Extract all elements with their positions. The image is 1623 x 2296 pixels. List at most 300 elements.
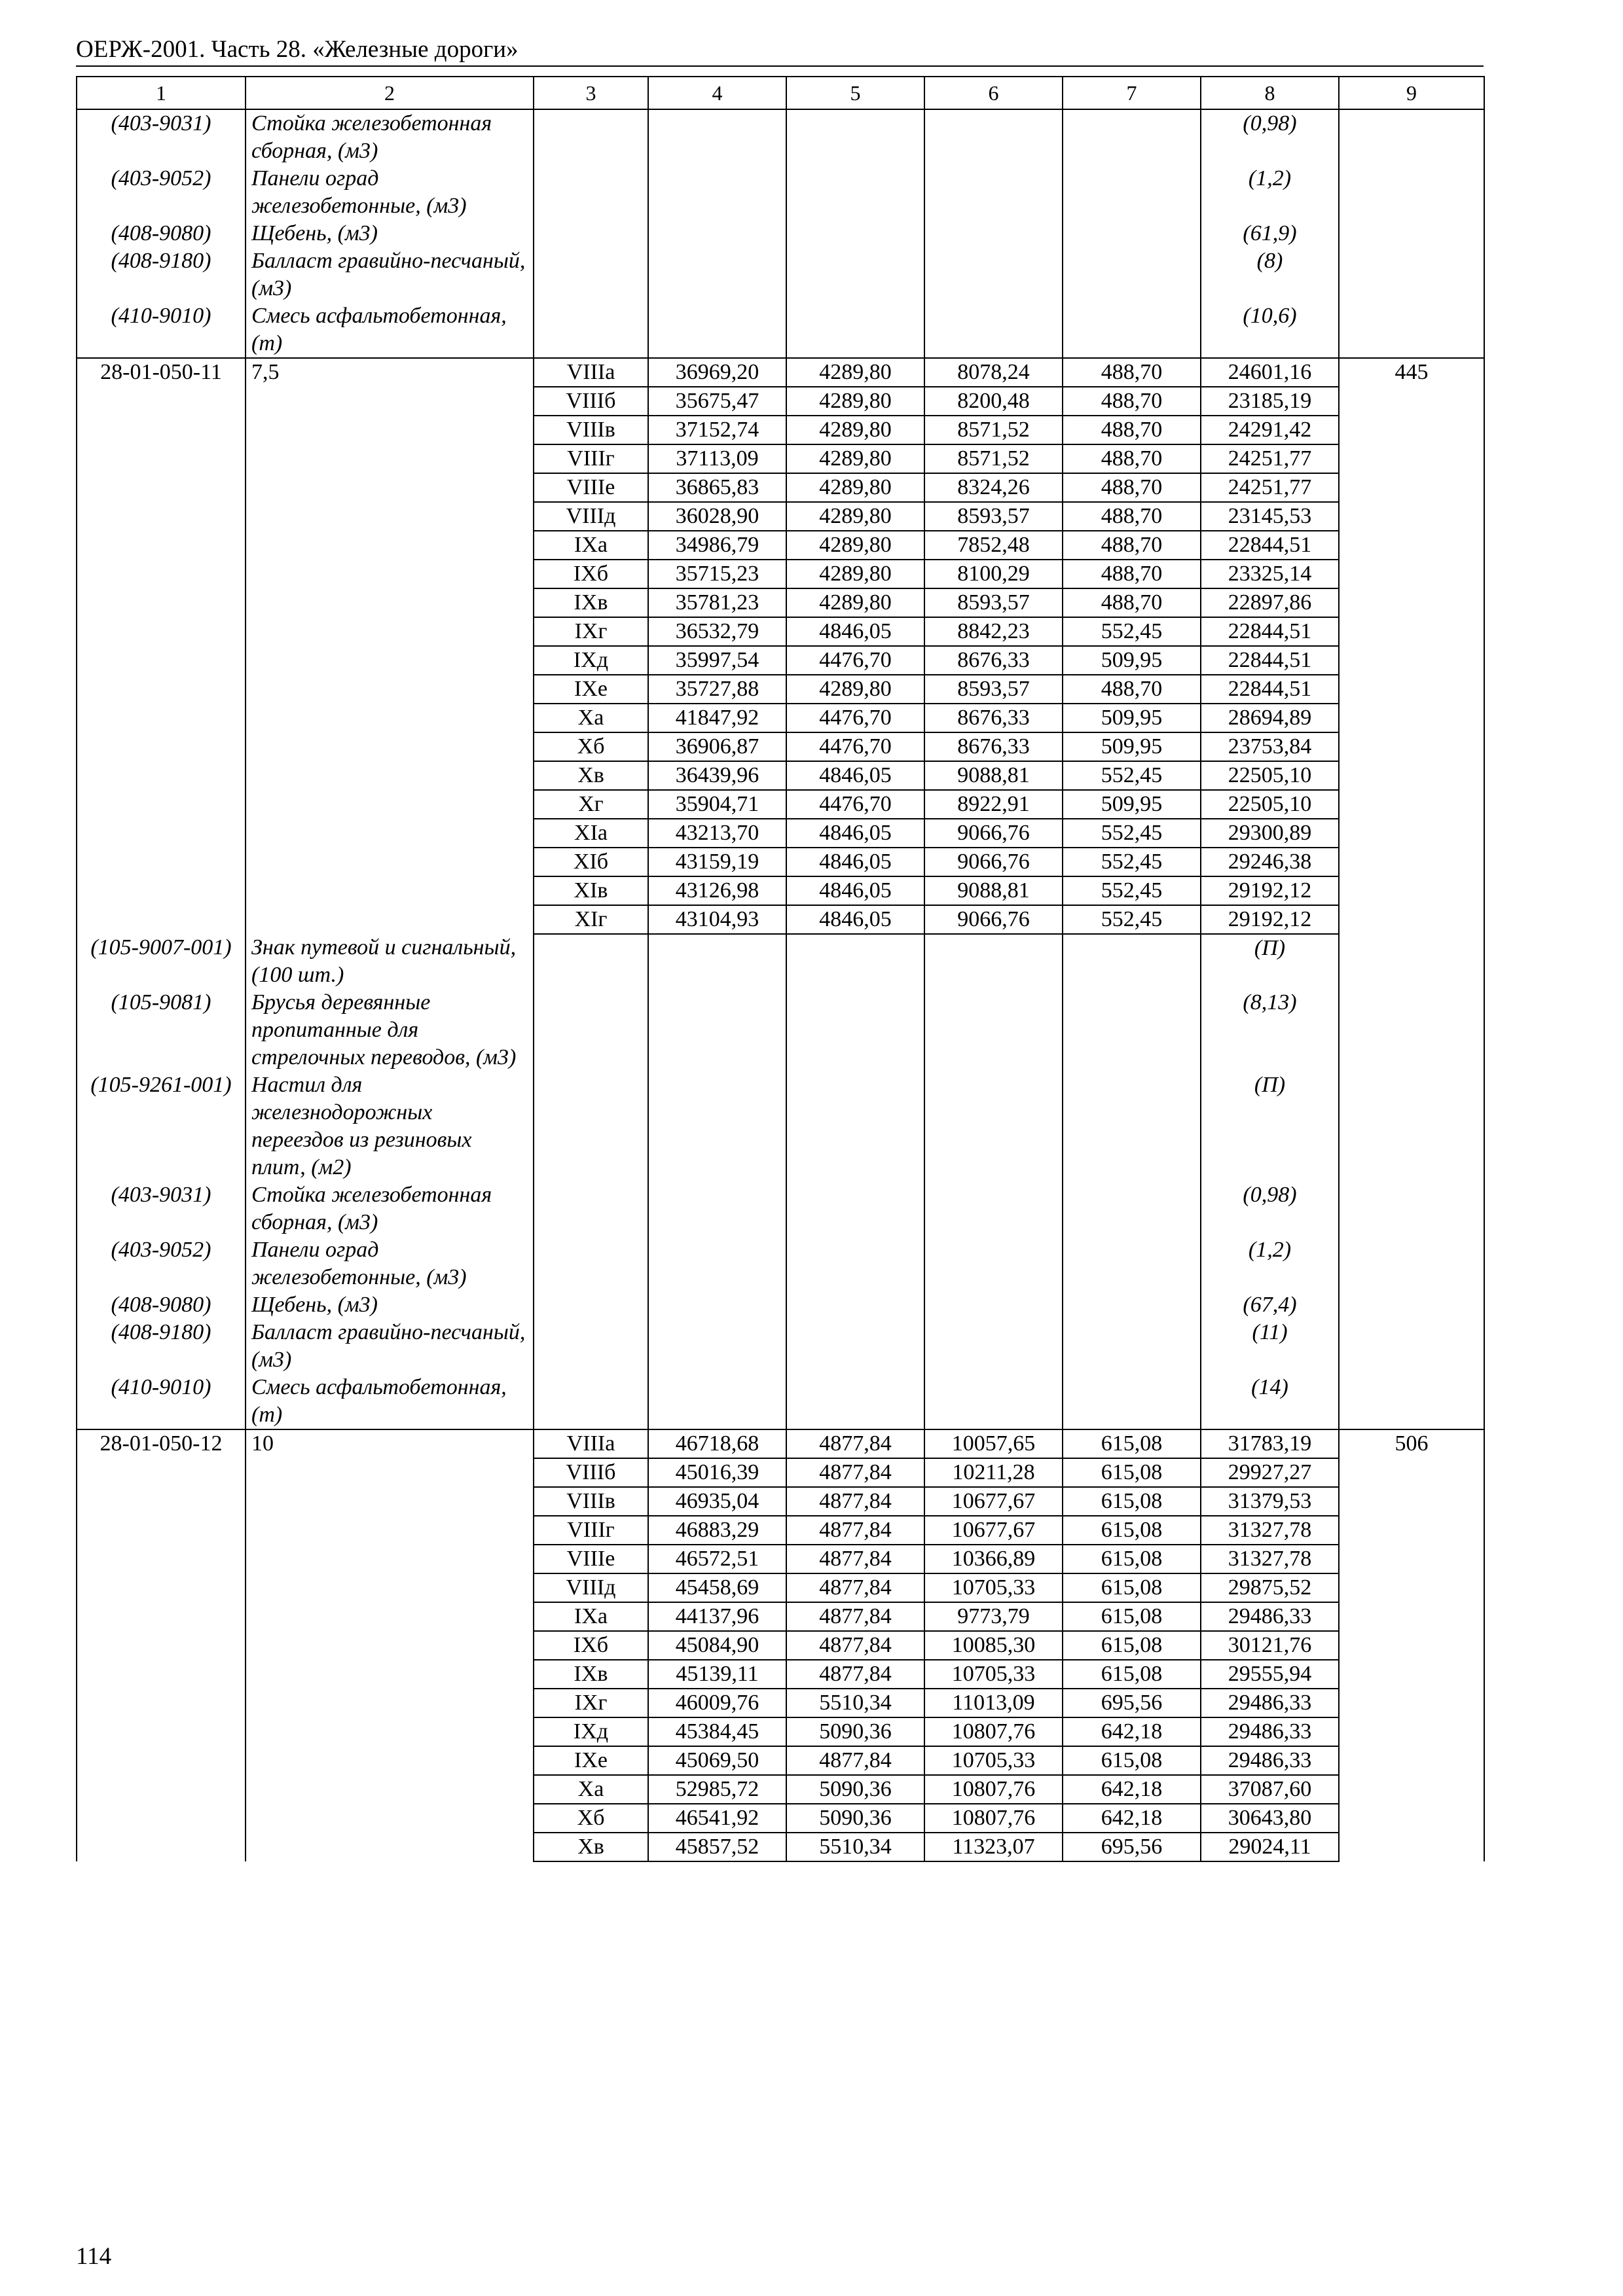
zone-code: IXе — [534, 675, 648, 704]
price-value: 43126,98 — [648, 876, 786, 905]
zone-code: VIIIг — [534, 1516, 648, 1545]
price-value: 615,08 — [1063, 1746, 1201, 1775]
resource-code: (105-9007-001) — [77, 934, 246, 989]
price-value: 35675,47 — [648, 387, 786, 416]
price-value: 4289,80 — [786, 560, 924, 588]
resource-name: Балласт гравийно-песчаный, (м3) — [246, 1319, 534, 1374]
price-value: 44137,96 — [648, 1602, 786, 1631]
resource-quantity: (61,9) — [1201, 220, 1339, 247]
zone-code: Xг — [534, 790, 648, 819]
price-value: 4846,05 — [786, 905, 924, 934]
empty-cell — [924, 109, 1063, 165]
empty-cell — [786, 1374, 924, 1429]
price-value: 4877,84 — [786, 1545, 924, 1573]
zone-code: IXв — [534, 588, 648, 617]
price-value: 23325,14 — [1201, 560, 1339, 588]
price-value: 10807,76 — [924, 1775, 1063, 1804]
price-value: 31327,78 — [1201, 1516, 1339, 1545]
price-value: 4289,80 — [786, 675, 924, 704]
column-number: 9 — [1339, 77, 1484, 109]
page-number: 114 — [76, 2243, 112, 2270]
price-value: 29192,12 — [1201, 876, 1339, 905]
resource-quantity: (П) — [1201, 1071, 1339, 1181]
price-value: 8593,57 — [924, 502, 1063, 531]
price-value: 9773,79 — [924, 1602, 1063, 1631]
price-value: 35904,71 — [648, 790, 786, 819]
price-value: 11323,07 — [924, 1833, 1063, 1861]
price-value: 4476,70 — [786, 790, 924, 819]
price-value: 37113,09 — [648, 444, 786, 473]
column-number: 2 — [246, 77, 534, 109]
price-value: 7852,48 — [924, 531, 1063, 560]
empty-cell — [534, 247, 648, 302]
price-value: 9088,81 — [924, 876, 1063, 905]
zone-code: VIIIд — [534, 502, 648, 531]
zone-code: IXе — [534, 1746, 648, 1775]
empty-cell — [534, 1181, 648, 1236]
column-number: 8 — [1201, 77, 1339, 109]
price-value: 4846,05 — [786, 617, 924, 646]
price-value: 45857,52 — [648, 1833, 786, 1861]
empty-cell — [534, 220, 648, 247]
resource-name: Щебень, (м3) — [246, 220, 534, 247]
empty-cell — [648, 1071, 786, 1181]
price-value: 5510,34 — [786, 1689, 924, 1717]
empty-cell — [1063, 220, 1201, 247]
resource-quantity: (8) — [1201, 247, 1339, 302]
empty-cell — [786, 302, 924, 358]
price-value: 488,70 — [1063, 473, 1201, 502]
price-value: 30643,80 — [1201, 1804, 1339, 1833]
empty-cell — [924, 165, 1063, 220]
price-value: 552,45 — [1063, 848, 1201, 876]
empty-cell — [534, 1071, 648, 1181]
zone-code: Xв — [534, 761, 648, 790]
price-value: 4289,80 — [786, 444, 924, 473]
price-value: 23145,53 — [1201, 502, 1339, 531]
empty-cell — [924, 1071, 1063, 1181]
price-value: 23753,84 — [1201, 732, 1339, 761]
empty-cell — [924, 934, 1063, 989]
price-value: 4846,05 — [786, 876, 924, 905]
price-value: 8842,23 — [924, 617, 1063, 646]
empty-cell — [1063, 1374, 1201, 1429]
price-value: 615,08 — [1063, 1660, 1201, 1689]
price-value: 24291,42 — [1201, 416, 1339, 444]
price-value: 29486,33 — [1201, 1602, 1339, 1631]
zone-code: VIIIб — [534, 1458, 648, 1487]
price-value: 11013,09 — [924, 1689, 1063, 1717]
empty-cell — [786, 1319, 924, 1374]
empty-cell — [534, 165, 648, 220]
price-value: 10085,30 — [924, 1631, 1063, 1660]
price-value: 29300,89 — [1201, 819, 1339, 848]
empty-cell — [1063, 1291, 1201, 1319]
zone-code: IXг — [534, 617, 648, 646]
empty-cell — [1063, 247, 1201, 302]
column-number: 4 — [648, 77, 786, 109]
price-value: 22505,10 — [1201, 761, 1339, 790]
material-row — [77, 247, 1484, 302]
item-code: 28-01-050-12 — [77, 1429, 246, 1861]
price-value: 43104,93 — [648, 905, 786, 934]
item-code: 28-01-050-11 — [77, 358, 246, 934]
price-row — [77, 358, 1484, 387]
empty-cell — [1063, 989, 1201, 1071]
empty-cell — [534, 109, 648, 165]
resource-name: Смесь асфальтобетонная, (т) — [246, 302, 534, 358]
price-value: 24601,16 — [1201, 358, 1339, 387]
resource-code: (403-9031) — [77, 109, 246, 165]
price-value: 5510,34 — [786, 1833, 924, 1861]
material-row — [77, 934, 1484, 989]
empty-cell — [648, 165, 786, 220]
price-value: 8593,57 — [924, 588, 1063, 617]
zone-code: IXв — [534, 1660, 648, 1689]
price-value: 29486,33 — [1201, 1717, 1339, 1746]
price-value: 8078,24 — [924, 358, 1063, 387]
empty-cell — [648, 1236, 786, 1291]
price-value: 552,45 — [1063, 905, 1201, 934]
price-value: 24251,77 — [1201, 444, 1339, 473]
price-value: 29192,12 — [1201, 905, 1339, 934]
empty-cell — [648, 220, 786, 247]
price-value: 46009,76 — [648, 1689, 786, 1717]
price-value: 8324,26 — [924, 473, 1063, 502]
empty-cell — [648, 1291, 786, 1319]
price-row — [77, 1429, 1484, 1458]
empty-cell — [1063, 1071, 1201, 1181]
price-value: 46572,51 — [648, 1545, 786, 1573]
resource-name: Смесь асфальтобетонная, (т) — [246, 1374, 534, 1429]
price-value: 10677,67 — [924, 1487, 1063, 1516]
price-value: 36532,79 — [648, 617, 786, 646]
price-value: 615,08 — [1063, 1429, 1201, 1458]
empty-cell — [786, 934, 924, 989]
price-value: 10677,67 — [924, 1516, 1063, 1545]
price-value: 8593,57 — [924, 675, 1063, 704]
price-value: 31327,78 — [1201, 1545, 1339, 1573]
price-value: 9066,76 — [924, 905, 1063, 934]
price-value: 22505,10 — [1201, 790, 1339, 819]
zone-code: VIIIб — [534, 387, 648, 416]
price-value: 30121,76 — [1201, 1631, 1339, 1660]
price-value: 4877,84 — [786, 1487, 924, 1516]
resource-code: (408-9080) — [77, 1291, 246, 1319]
empty-cell — [786, 247, 924, 302]
resource-quantity: (1,2) — [1201, 165, 1339, 220]
price-value: 37152,74 — [648, 416, 786, 444]
resource-quantity: (0,98) — [1201, 109, 1339, 165]
price-value: 4846,05 — [786, 819, 924, 848]
material-row — [77, 1236, 1484, 1291]
price-value: 46883,29 — [648, 1516, 786, 1545]
empty-cell — [534, 1236, 648, 1291]
column-number: 7 — [1063, 77, 1201, 109]
price-value: 4289,80 — [786, 588, 924, 617]
empty-cell — [786, 220, 924, 247]
zone-code: IXа — [534, 531, 648, 560]
empty-cell — [648, 1319, 786, 1374]
price-value: 22897,86 — [1201, 588, 1339, 617]
zone-code: VIIIв — [534, 416, 648, 444]
price-value: 45384,45 — [648, 1717, 786, 1746]
resource-code: (403-9052) — [77, 1236, 246, 1291]
price-value: 488,70 — [1063, 502, 1201, 531]
price-value: 10807,76 — [924, 1717, 1063, 1746]
price-value: 4877,84 — [786, 1602, 924, 1631]
zone-code: VIIIе — [534, 473, 648, 502]
price-value: 642,18 — [1063, 1775, 1201, 1804]
item-parameter: 7,5 — [246, 358, 534, 934]
zone-code: VIIIа — [534, 358, 648, 387]
price-value: 488,70 — [1063, 416, 1201, 444]
price-value: 8200,48 — [924, 387, 1063, 416]
price-value: 615,08 — [1063, 1458, 1201, 1487]
resource-name: Панели оград железобетонные, (м3) — [246, 165, 534, 220]
price-value: 35781,23 — [648, 588, 786, 617]
price-value: 43213,70 — [648, 819, 786, 848]
price-value: 24251,77 — [1201, 473, 1339, 502]
price-value: 488,70 — [1063, 531, 1201, 560]
material-row — [77, 1374, 1484, 1429]
empty-cell — [534, 1291, 648, 1319]
price-value: 4877,84 — [786, 1516, 924, 1545]
price-value: 31379,53 — [1201, 1487, 1339, 1516]
zone-code: Xб — [534, 732, 648, 761]
resource-code: (403-9031) — [77, 1181, 246, 1236]
price-value: 615,08 — [1063, 1487, 1201, 1516]
price-value: 52985,72 — [648, 1775, 786, 1804]
empty-cell — [786, 1071, 924, 1181]
empty-cell — [924, 220, 1063, 247]
price-value: 29927,27 — [1201, 1458, 1339, 1487]
price-value: 22844,51 — [1201, 531, 1339, 560]
resource-name: Настил для железнодорожных переездов из резиновых плит, (м2) — [246, 1071, 534, 1181]
price-value: 36865,83 — [648, 473, 786, 502]
empty-cell — [534, 1374, 648, 1429]
zone-code: IXа — [534, 1602, 648, 1631]
zone-code: VIIIд — [534, 1573, 648, 1602]
price-value: 8571,52 — [924, 416, 1063, 444]
empty-cell — [924, 1236, 1063, 1291]
price-value: 8676,33 — [924, 646, 1063, 675]
price-value: 36028,90 — [648, 502, 786, 531]
price-value: 29024,11 — [1201, 1833, 1339, 1861]
resource-code: (408-9180) — [77, 1319, 246, 1374]
price-value: 4289,80 — [786, 387, 924, 416]
zone-code: VIIIв — [534, 1487, 648, 1516]
price-value: 8922,91 — [924, 790, 1063, 819]
zone-code: IXб — [534, 560, 648, 588]
price-value: 10705,33 — [924, 1746, 1063, 1775]
resource-code: (408-9180) — [77, 247, 246, 302]
price-value: 10807,76 — [924, 1804, 1063, 1833]
price-value: 35715,23 — [648, 560, 786, 588]
empty-cell — [534, 934, 648, 989]
empty-cell — [924, 1374, 1063, 1429]
empty-cell — [924, 989, 1063, 1071]
zone-code: XIб — [534, 848, 648, 876]
material-row — [77, 302, 1484, 358]
price-value: 488,70 — [1063, 387, 1201, 416]
price-value: 46935,04 — [648, 1487, 786, 1516]
price-value: 36439,96 — [648, 761, 786, 790]
price-value: 488,70 — [1063, 560, 1201, 588]
price-value: 4846,05 — [786, 848, 924, 876]
material-row — [77, 165, 1484, 220]
price-value: 509,95 — [1063, 646, 1201, 675]
price-value: 9066,76 — [924, 819, 1063, 848]
price-value: 8100,29 — [924, 560, 1063, 588]
price-value: 8571,52 — [924, 444, 1063, 473]
zone-code: IXд — [534, 1717, 648, 1746]
price-value: 29486,33 — [1201, 1689, 1339, 1717]
empty-cell — [786, 165, 924, 220]
empty-cell — [924, 302, 1063, 358]
empty-cell — [534, 302, 648, 358]
price-value: 29246,38 — [1201, 848, 1339, 876]
price-value: 4289,80 — [786, 358, 924, 387]
empty-cell — [1339, 247, 1484, 302]
material-row — [77, 1291, 1484, 1319]
empty-cell — [648, 247, 786, 302]
price-value: 10057,65 — [924, 1429, 1063, 1458]
zone-code: IXг — [534, 1689, 648, 1717]
price-value: 4877,84 — [786, 1660, 924, 1689]
price-value: 695,56 — [1063, 1833, 1201, 1861]
zone-code: XIа — [534, 819, 648, 848]
price-value: 35727,88 — [648, 675, 786, 704]
empty-cell — [924, 247, 1063, 302]
empty-cell — [786, 1181, 924, 1236]
resource-quantity: (67,4) — [1201, 1291, 1339, 1319]
resource-name: Панели оград железобетонные, (м3) — [246, 1236, 534, 1291]
resource-quantity: (11) — [1201, 1319, 1339, 1374]
price-value: 509,95 — [1063, 704, 1201, 732]
price-value: 4289,80 — [786, 531, 924, 560]
price-value: 642,18 — [1063, 1717, 1201, 1746]
zone-code: Xа — [534, 704, 648, 732]
empty-cell — [1063, 1181, 1201, 1236]
material-row — [77, 989, 1484, 1071]
empty-cell — [1339, 302, 1484, 358]
price-value: 46541,92 — [648, 1804, 786, 1833]
price-value: 552,45 — [1063, 819, 1201, 848]
item-parameter: 10 — [246, 1429, 534, 1861]
empty-cell — [534, 1319, 648, 1374]
zone-code: VIIIг — [534, 444, 648, 473]
price-value: 10366,89 — [924, 1545, 1063, 1573]
price-value: 615,08 — [1063, 1545, 1201, 1573]
material-row — [77, 1071, 1484, 1181]
price-value: 4877,84 — [786, 1573, 924, 1602]
price-value: 10211,28 — [924, 1458, 1063, 1487]
resource-code: (403-9052) — [77, 165, 246, 220]
resource-name: Знак путевой и сигнальный, (100 шт.) — [246, 934, 534, 989]
column-number-row — [77, 77, 1484, 109]
material-row — [77, 1181, 1484, 1236]
resource-quantity: (8,13) — [1201, 989, 1339, 1071]
resource-name: Балласт гравийно-песчаный, (м3) — [246, 247, 534, 302]
empty-cell — [534, 989, 648, 1071]
price-table — [76, 76, 1485, 1862]
price-value: 4476,70 — [786, 646, 924, 675]
resource-code: (410-9010) — [77, 1374, 246, 1429]
resource-name: Щебень, (м3) — [246, 1291, 534, 1319]
price-value: 552,45 — [1063, 876, 1201, 905]
item-col9: 506 — [1339, 1429, 1484, 1861]
price-value: 615,08 — [1063, 1602, 1201, 1631]
price-value: 488,70 — [1063, 675, 1201, 704]
resource-quantity: (10,6) — [1201, 302, 1339, 358]
empty-cell — [1063, 165, 1201, 220]
price-value: 4476,70 — [786, 732, 924, 761]
resource-quantity: (1,2) — [1201, 1236, 1339, 1291]
price-value: 488,70 — [1063, 358, 1201, 387]
zone-code: Xа — [534, 1775, 648, 1804]
price-value: 10705,33 — [924, 1660, 1063, 1689]
price-value: 46718,68 — [648, 1429, 786, 1458]
zone-code: XIв — [534, 876, 648, 905]
price-value: 36906,87 — [648, 732, 786, 761]
material-row — [77, 220, 1484, 247]
resource-quantity: (П) — [1201, 934, 1339, 989]
price-value: 9066,76 — [924, 848, 1063, 876]
empty-cell — [786, 1291, 924, 1319]
price-value: 615,08 — [1063, 1516, 1201, 1545]
empty-cell — [786, 109, 924, 165]
price-value: 5090,36 — [786, 1775, 924, 1804]
price-value: 615,08 — [1063, 1573, 1201, 1602]
price-value: 4476,70 — [786, 704, 924, 732]
resource-name: Стойка железобетонная сборная, (м3) — [246, 1181, 534, 1236]
empty-cell — [924, 1291, 1063, 1319]
price-value: 488,70 — [1063, 444, 1201, 473]
column-number: 6 — [924, 77, 1063, 109]
price-value: 45084,90 — [648, 1631, 786, 1660]
material-row — [77, 1319, 1484, 1374]
price-value: 45458,69 — [648, 1573, 786, 1602]
price-value: 31783,19 — [1201, 1429, 1339, 1458]
zone-code: Xб — [534, 1804, 648, 1833]
material-row — [77, 109, 1484, 165]
price-value: 4877,84 — [786, 1458, 924, 1487]
price-value: 45016,39 — [648, 1458, 786, 1487]
zone-code: VIIIа — [534, 1429, 648, 1458]
empty-cell — [648, 934, 786, 989]
column-number: 5 — [786, 77, 924, 109]
price-value: 552,45 — [1063, 761, 1201, 790]
price-value: 5090,36 — [786, 1804, 924, 1833]
price-value: 29486,33 — [1201, 1746, 1339, 1775]
price-value: 615,08 — [1063, 1631, 1201, 1660]
price-value: 4877,84 — [786, 1429, 924, 1458]
resource-code: (410-9010) — [77, 302, 246, 358]
price-value: 29555,94 — [1201, 1660, 1339, 1689]
empty-cell — [648, 989, 786, 1071]
column-number: 1 — [77, 77, 246, 109]
price-value: 35997,54 — [648, 646, 786, 675]
resource-quantity: (14) — [1201, 1374, 1339, 1429]
empty-cell — [924, 1181, 1063, 1236]
resource-code: (105-9081) — [77, 989, 246, 1071]
zone-code: Xв — [534, 1833, 648, 1861]
price-value: 509,95 — [1063, 732, 1201, 761]
empty-cell — [786, 1236, 924, 1291]
empty-cell — [648, 109, 786, 165]
column-number: 3 — [534, 77, 648, 109]
